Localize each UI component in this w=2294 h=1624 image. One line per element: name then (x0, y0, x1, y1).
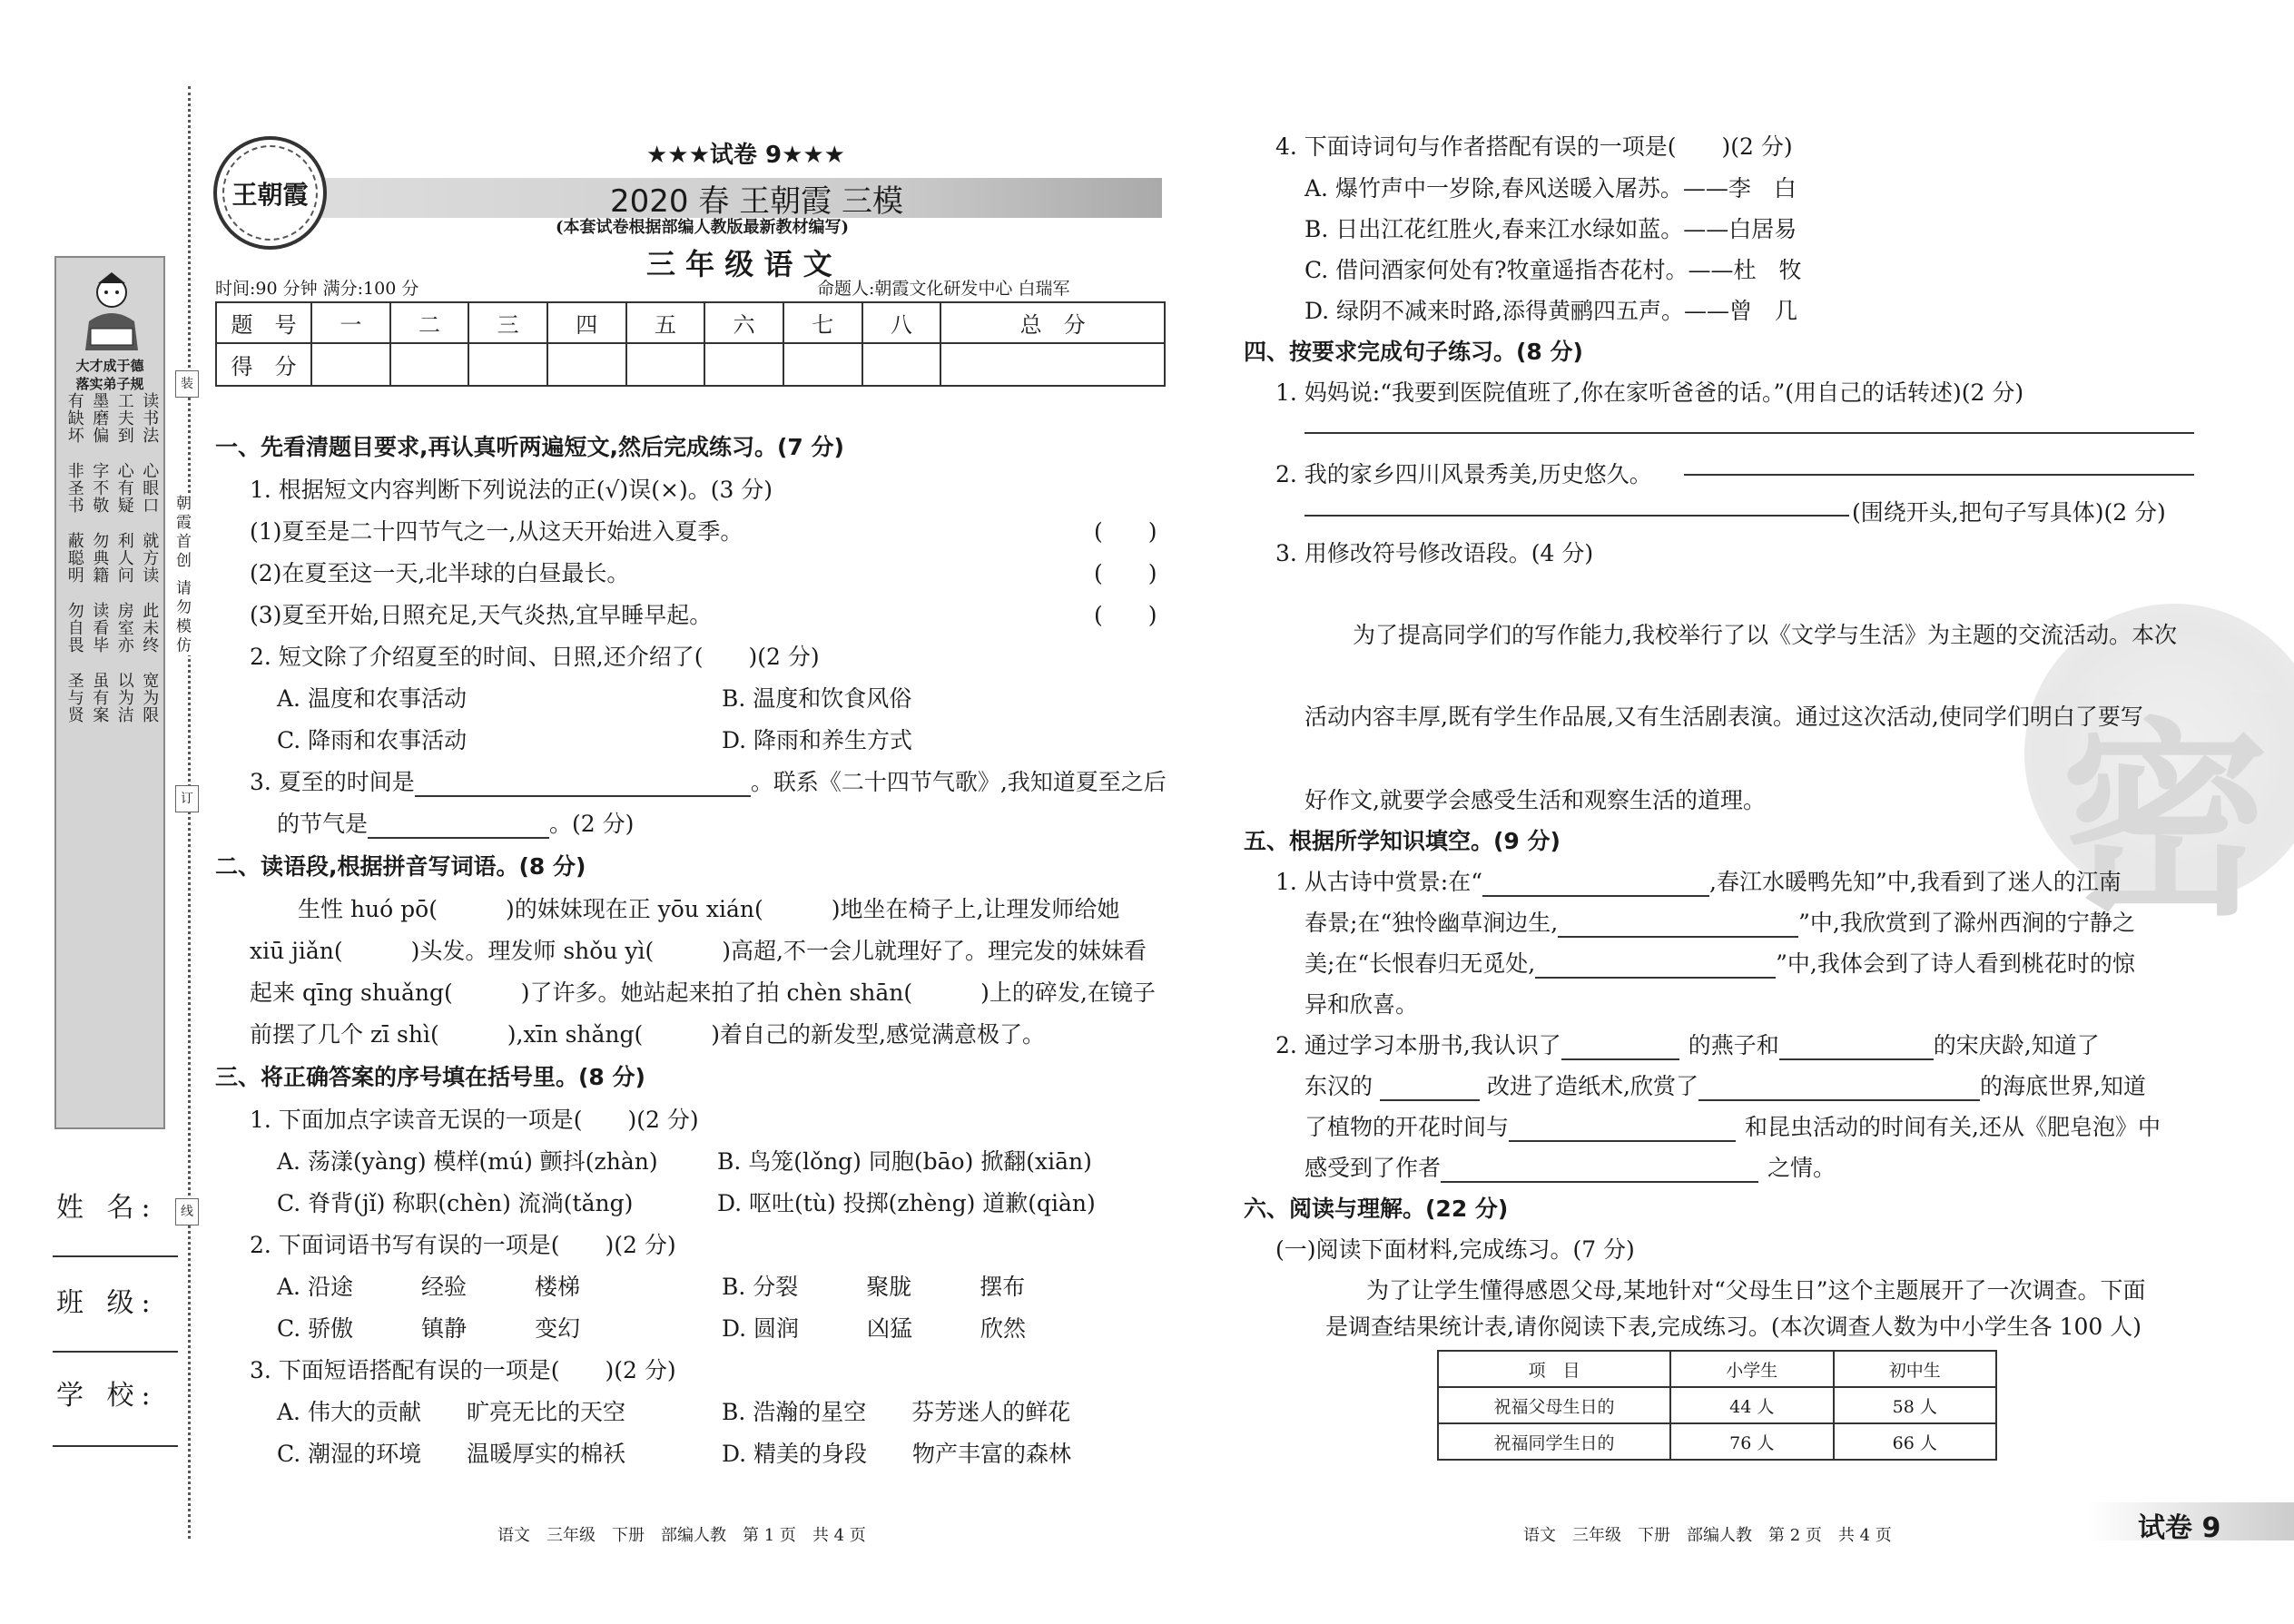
watermark-stamp: 密 (2024, 604, 2294, 903)
answer-line[interactable] (1684, 474, 2194, 476)
school-label: 学 校: (56, 1380, 158, 1412)
idiom-column: 勿典籍 (90, 532, 110, 584)
sec3-q1: 1. 下面加点字读音无误的一项是( )(2 分) (250, 1107, 699, 1133)
author-line: 命题人:朝霞文化研发中心 白瑞军 (817, 279, 1070, 299)
sec5-line (1305, 1068, 2146, 1101)
table-cell: 76 人 (1670, 1423, 1834, 1460)
idiom-column: 读书法 (140, 392, 160, 444)
sec5-text: 的海底世界,知道 (1979, 1073, 2146, 1099)
sec3-q3-opt-d: D. 精美的身段 物产丰富的森林 (722, 1441, 1072, 1467)
score-input-cell[interactable] (783, 343, 862, 386)
score-input-cell[interactable] (704, 343, 783, 386)
sec5-text: 改进了造纸术,欣赏了 (1487, 1073, 1698, 1099)
score-header-cell: 三 (468, 302, 547, 343)
exam-title: 2020 春 王朝霞 三模 (610, 183, 903, 220)
fill-blank[interactable] (1698, 1099, 1980, 1101)
idiom-column: 利人问 (114, 532, 134, 584)
table-row (1438, 1423, 1996, 1460)
score-input-cell[interactable] (626, 343, 705, 386)
sec1-q3-line2 (277, 806, 634, 839)
margin-mark: 订 (175, 785, 199, 812)
section-6-title: 六、阅读与理解。(22 分) (1244, 1196, 1509, 1222)
motto-line: 大才成于德 (75, 358, 144, 374)
sec5-text: 感受到了作者 (1305, 1155, 1442, 1181)
margin-mark: 线 (175, 1198, 199, 1225)
sec3-q4-opt-b: B. 日出江花红胜火,春来江水绿如蓝。——白居易 (1305, 216, 1797, 242)
brand-logo: 王朝霞 (213, 136, 327, 250)
sec3-q2-opt-b: B. 分裂 聚胧 摆布 (722, 1274, 1026, 1300)
table-cell: 58 人 (1834, 1387, 1997, 1423)
score-input-cell[interactable] (390, 343, 469, 386)
scholar-avatar-icon (71, 267, 153, 353)
idiom-column: 有缺坏 (64, 392, 84, 444)
sec4-q1: 1. 妈妈说:“我要到医院值班了,你在家听爸爸的话。”(用自己的话转述)(2 分) (1275, 379, 2024, 406)
school-field[interactable] (53, 1445, 178, 1447)
sec3-q1-opt-a: A. 荡漾(yàng) 模样(mú) 颤抖(zhàn) (277, 1148, 658, 1175)
score-label: 题 号 (216, 302, 311, 343)
score-header-cell: 五 (626, 302, 705, 343)
sec1-q3-text: 。联系《二十四节气歌》,我知道夏至之后 (750, 769, 1167, 795)
sec5-line (1305, 905, 2135, 938)
class-label: 班 级: (56, 1287, 158, 1319)
sec3-q4-opt-a: A. 爆竹声中一岁除,春风送暖入屠苏。——李 白 (1305, 175, 1797, 202)
fill-blank[interactable] (1380, 1099, 1480, 1101)
sec3-q4-opt-c: C. 借问酒家何处有?牧童遥指杏花村。——杜 牧 (1305, 257, 1802, 283)
score-input-cell[interactable] (862, 343, 941, 386)
score-header-cell: 四 (547, 302, 626, 343)
table-header: 小学生 (1670, 1351, 1834, 1387)
sec1-q3-text: 的节气是 (277, 811, 369, 837)
idiom-column: 宽为限 (140, 672, 160, 723)
idiom-group (62, 602, 162, 654)
idiom-column: 心有疑 (114, 462, 134, 514)
idiom-column: 勿自畏 (64, 602, 84, 654)
idiom-column: 墨磨偏 (90, 392, 110, 444)
fill-blank[interactable] (368, 837, 549, 839)
score-input-cell[interactable] (940, 343, 1165, 386)
fill-blank[interactable] (1509, 1140, 1736, 1142)
sec5-text: 东汉的 (1305, 1073, 1373, 1099)
sec1-q3-line (250, 764, 1167, 797)
sec5-line (1275, 864, 2122, 897)
sec3-q1-opt-d: D. 呕吐(tù) 投掷(zhèng) 道歉(qiàn) (717, 1190, 1096, 1216)
idiom-column: 房室亦 (114, 602, 134, 654)
answer-line[interactable] (1305, 432, 2194, 434)
sec2-line: xiū jiǎn( )头发。理发师 shǒu yì( )高超,不一会儿就理好了。理完发的妹妹看 (250, 938, 1147, 964)
table-cell: 祝福同学生日的 (1438, 1423, 1670, 1460)
sec4-q2-hint: (围绕开头,把句子写具体)(2 分) (1852, 499, 2166, 526)
sec5-text: 的宋庆龄,知道了 (1933, 1032, 2100, 1058)
sec3-q2-opt-a: A. 沿途 经验 楼梯 (277, 1274, 580, 1300)
score-header-cell: 八 (862, 302, 941, 343)
score-header-cell: 一 (311, 302, 390, 343)
score-header-row (216, 302, 1165, 343)
sec1-q2: 2. 短文除了介绍夏至的时间、日照,还介绍了( )(2 分) (250, 644, 820, 670)
fill-blank[interactable] (1535, 977, 1776, 979)
sec3-q3: 3. 下面短语搭配有误的一项是( )(2 分) (250, 1357, 676, 1383)
sec6-sub: (一)阅读下面材料,完成练习。(7 分) (1275, 1236, 1635, 1263)
survey-header-row (1438, 1351, 1996, 1387)
answer-paren[interactable]: ( ) (1094, 560, 1157, 586)
idiom-column: 就方读 (140, 532, 160, 584)
idiom-list (62, 392, 162, 742)
sec1-q1: 1. 根据短文内容判断下列说法的正(√)误(×)。(3 分) (250, 477, 773, 503)
sec3-q2: 2. 下面词语书写有误的一项是( )(2 分) (250, 1232, 676, 1258)
sec5-text: 2. 通过学习本册书,我认识了 (1275, 1032, 1561, 1058)
sec5-text: 的燕子和 (1688, 1032, 1779, 1058)
idiom-group (62, 462, 162, 514)
score-header-cell: 二 (390, 302, 469, 343)
sec3-q2-opt-d: D. 圆润 凶猛 欣然 (722, 1315, 1027, 1342)
answer-paren[interactable]: ( ) (1094, 518, 1157, 545)
sec3-q3-opt-b: B. 浩瀚的星空 芬芳迷人的鲜花 (722, 1399, 1071, 1425)
idiom-column: 非圣书 (64, 462, 84, 514)
answer-line[interactable] (1305, 515, 1849, 517)
sec1-q2-opt-a: A. 温度和农事活动 (277, 685, 467, 712)
idiom-column: 以为洁 (114, 672, 134, 723)
table-header: 初中生 (1834, 1351, 1997, 1387)
table-row (1438, 1387, 1996, 1423)
table-cell: 祝福父母生日的 (1438, 1387, 1670, 1423)
motto-line: 落实弟子规 (75, 376, 144, 392)
side-vertical-text: 朝霞首创 请勿模仿 (171, 495, 193, 655)
sec5-text: ”中,我体会到了诗人看到桃花时的惊 (1776, 950, 2135, 977)
table-header: 项 目 (1438, 1351, 1670, 1387)
sec5-line (1305, 1150, 1836, 1183)
idiom-column: 读看毕 (90, 602, 110, 654)
sec5-text: 1. 从古诗中赏景:在“ (1275, 869, 1483, 895)
idiom-group (62, 392, 162, 444)
sec5-text: 和昆虫活动的时间有关,还从《肥皂泡》中 (1745, 1114, 2161, 1140)
score-input-cell[interactable] (468, 343, 547, 386)
sec2-line: 起来 qīng shuǎng( )了许多。她站起来拍了拍 chèn shān( )上的碎发,在镜子 (250, 979, 1156, 1006)
idiom-group (62, 532, 162, 584)
idiom-column: 工夫到 (114, 392, 134, 444)
exam-subtitle: (本套试卷根据部编人教版最新教材编写) (556, 218, 850, 237)
idiom-column: 此未终 (140, 602, 160, 654)
name-label: 姓 名: (56, 1192, 158, 1224)
sec5-text: ,春江水暖鸭先知”中,我看到了迷人的江南 (1709, 869, 2122, 895)
footer-right: 语文 三年级 下册 部编人教 第 2 页 共 4 页 (1523, 1526, 1892, 1545)
sec5-text: 春景;在“独怜幽草涧边生, (1305, 910, 1559, 936)
sec5-text: 美;在“长恨春归无觅处, (1305, 950, 1536, 977)
footer-left: 语文 三年级 下册 部编人教 第 1 页 共 4 页 (497, 1526, 866, 1545)
section-2-title: 二、读语段,根据拼音写词语。(8 分) (215, 853, 586, 880)
sec1-q3-text: 。(2 分) (549, 811, 635, 837)
fill-blank[interactable] (1561, 1058, 1679, 1060)
sec4-para-line: 活动内容丰厚,既有学生作品展,又有生活剧表演。通过这次活动,使同学们明白了要写 (1305, 704, 2143, 730)
sec2-line: 前摆了几个 zī shì( ),xīn shǎng( )着自己的新发型,感觉满意极了。 (250, 1021, 1045, 1048)
sec1-item-1: (1)夏至是二十四节气之一,从这天开始进入夏季。 (250, 518, 743, 545)
sec3-q1-opt-b: B. 鸟笼(lǒng) 同胞(bāo) 掀翻(xiān) (717, 1148, 1092, 1175)
margin-mark: 装 (175, 370, 199, 398)
sec1-item-3: (3)夏至开始,日照充足,天气炎热,宜早睡早起。 (250, 602, 713, 628)
exam-badge: ★★★试卷 9★★★ (646, 142, 845, 169)
sec1-q2-opt-b: B. 温度和饮食风俗 (722, 685, 912, 712)
sec6-para-line: 是调查结果统计表,请你阅读下表,完成练习。(本次调查人数为中小学生各 100 人) (1325, 1314, 2142, 1340)
section-3-title: 三、将正确答案的序号填在括号里。(8 分) (215, 1064, 645, 1090)
sec5-text: ”中,我欣赏到了滁州西涧的宁静之 (1798, 910, 2135, 936)
sec4-para-line: 好作文,就要学会感受生活和观察生活的道理。 (1305, 787, 1766, 813)
sec4-para-line: 为了提高同学们的写作能力,我校举行了以《文学与生活》为主题的交流活动。本次 (1353, 622, 2177, 648)
sec1-q2-opt-d: D. 降雨和养生方式 (722, 727, 913, 753)
time-score: 时间:90 分钟 满分:100 分 (215, 279, 419, 299)
score-input-cell[interactable] (547, 343, 626, 386)
sec6-para-line: 为了让学生懂得感恩父母,某地针对“父母生日”这个主题展开了一次调查。下面 (1366, 1277, 2146, 1304)
idiom-column: 字不敬 (90, 462, 110, 514)
survey-table (1437, 1350, 1997, 1461)
idiom-column: 蔽聪明 (64, 532, 84, 584)
section-5-title: 五、根据所学知识填空。(9 分) (1244, 828, 1561, 854)
side-idiom-panel (54, 256, 165, 1129)
sec5-text: 之情。 (1767, 1155, 1836, 1181)
sec5-line (1275, 1028, 2100, 1060)
sec3-q4: 4. 下面诗词句与作者搭配有误的一项是( )(2 分) (1275, 133, 1793, 160)
subject-title: 三 年 级 语 文 (646, 247, 832, 281)
idiom-column: 圣与贤 (64, 672, 84, 723)
idiom-group (62, 672, 162, 723)
idiom-column: 心眼口 (140, 462, 160, 514)
table-cell: 66 人 (1834, 1423, 1997, 1460)
score-value-row (216, 343, 1165, 386)
sec1-item-2: (2)在夏至这一天,北半球的白昼最长。 (250, 560, 630, 586)
score-label: 得 分 (216, 343, 311, 386)
sec3-q3-opt-c: C. 潮湿的环境 温暖厚实的棉袄 (277, 1441, 626, 1467)
sec5-line (1305, 1109, 2161, 1142)
sec1-q2-opt-c: C. 降雨和农事活动 (277, 727, 468, 753)
sec4-q2-line (1275, 457, 1652, 489)
score-header-cell: 总 分 (940, 302, 1165, 343)
fill-blank[interactable] (415, 795, 751, 797)
score-header-cell: 七 (783, 302, 862, 343)
score-header-cell: 六 (704, 302, 783, 343)
footer-badge: 试卷 9 (2138, 1512, 2221, 1544)
sec5-line: 异和欣喜。 (1305, 991, 1419, 1018)
section-4-title: 四、按要求完成句子练习。(8 分) (1244, 339, 1583, 365)
sec3-q3-opt-a: A. 伟大的贡献 旷亮无比的天空 (277, 1399, 625, 1425)
margin-dotted-line (188, 86, 191, 1539)
sec2-line: 生性 huó pō( )的妹妹现在正 yōu xián( )地坐在椅子上,让理发师给她 (298, 896, 1120, 922)
sec3-q1-opt-c: C. 脊背(jǐ) 称职(chèn) 流淌(tǎng) (277, 1190, 634, 1216)
fill-blank[interactable] (1558, 936, 1798, 938)
sec1-q3-text: 3. 夏至的时间是 (250, 769, 415, 795)
sec4-q3: 3. 用修改符号修改语段。(4 分) (1275, 540, 1594, 566)
class-field[interactable] (53, 1351, 178, 1353)
table-cell: 44 人 (1670, 1387, 1834, 1423)
fill-blank[interactable] (1441, 1181, 1758, 1183)
fill-blank[interactable] (1779, 1058, 1934, 1060)
answer-paren[interactable]: ( ) (1094, 602, 1157, 628)
sec3-q4-opt-d: D. 绿阴不减来时路,添得黄鹂四五声。——曾 几 (1305, 298, 1797, 324)
name-field[interactable] (53, 1255, 178, 1257)
fill-blank[interactable] (1482, 895, 1709, 897)
sec3-q2-opt-c: C. 骄傲 镇静 变幻 (277, 1315, 581, 1342)
score-table (215, 301, 1166, 387)
sec5-line (1305, 946, 2135, 979)
score-input-cell[interactable] (311, 343, 390, 386)
section-1-title: 一、先看清题目要求,再认真听两遍短文,然后完成练习。(7 分) (215, 434, 844, 460)
sec5-text: 了植物的开花时间与 (1305, 1114, 1510, 1140)
sec4-q2-text: 2. 我的家乡四川风景秀美,历史悠久。 (1275, 461, 1652, 487)
idiom-column: 虽有案 (90, 672, 110, 723)
